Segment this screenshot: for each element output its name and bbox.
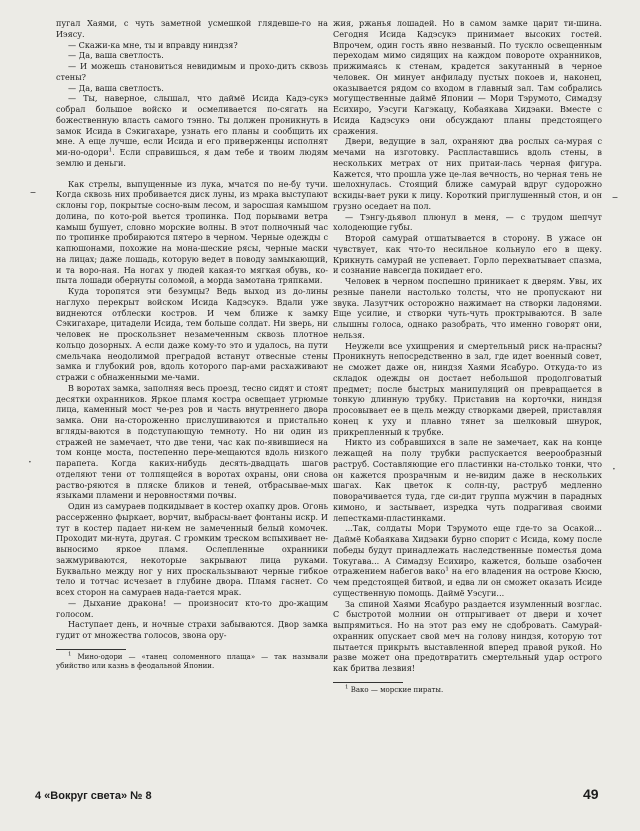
paragraph: жия, ржанья лошадей. Но в самом замке царит ти-шина. Сегодня Исида Кадэсукэ принимает высоких гостей. Впрочем, один гость явно незваный. По тускло освещенным переходам мимо сидящих на каждом повороте охранников, прижимаясь к стенам, крадется закутанный в черное человек. Он минует анфиладу пустых покоев и, наконец, оказывается рядом со входом в главный зал. Там собрались могущественные даймё Японии — Мори Тэрумото, Симадзу Есихиро, Уэсуги Кагэкацу, Кобаякава Хидэаки. Вместе с Исида Кадэсукэ они обсуждают планы предстоящего сражения.: [333, 18, 602, 136]
paragraph: Куда торопятся эти безумцы? Ведь выход из до-лины наглухо перекрыт войском Исида Кадэсукэ. Вдали уже виднеются отблески костров. И чем ближе к замку Сэкигахаре, цитадели Исида, тем больше солдат. Ни зверь, ни человек не проскользнет незамеченным сквозь плотное кольцо дозорных. А если даже кому-то это и удалось, на пути смельчака неодолимой преградой встанут отвесные стены замка и глубокий ров, вдоль которого пар-ами расхаживают стражи с обнаженными ме-чами.: [56, 286, 328, 382]
paragraph: Наступает день, и ночные страхи забываются. Двор замка гудит от множества голосов, звона ору-: [56, 619, 328, 640]
footnote-marker: 1: [445, 566, 449, 573]
paragraph-text: ...Так, солдаты Мори Тэрумото еще где-то за Осакой... Даймё Кобаякава Хидэаки бурно спорит с Исида, кому после победы будут принадлежать наследственные поместья дома Токугава... А Симадзу Есихиро, кажется, больше озабочен отражением набегов вако: [333, 523, 602, 577]
paragraph: — И можешь становиться невидимым и прохо-дить сквозь стены?: [56, 61, 328, 82]
paragraph: [333, 523, 602, 598]
paragraph-text: . Если справишься, я дам тебе и твоим людям землю и деньги.: [56, 147, 328, 168]
paragraph: За спиной Хаями Ясабуро раздается изумленный возглас. С быстротой молнии он отпрыгивает от двери и хочет выпрямиться. Но на этот раз ему не сдобровать. Самурай-охранник опускает свой меч на голову ниндзя, которую тот пытается прикрыть выставленной вперед правой рукой. Но разве может она предотвратить смертельный удар острого как бритва лезвия!: [333, 598, 602, 673]
paragraph: Двери, ведущие в зал, охраняют два рослых са-мурая с мечами на изготовку. Распластавшись вдоль стены, в нескольких метрах от них притаи-лась черная фигура. Кажется, что прошла уже це-лая вечность, но черная тень не шелохнулась. Стоящий ближе самурай вдруг судорожно вскиды-вает руки к лицу. Короткий приглушенный стон, и он грузно оседает на пол.: [333, 136, 602, 211]
margin-mark-icon: –: [30, 185, 36, 199]
margin-mark-icon: –: [612, 190, 618, 204]
paragraph: Неужели все ухищрения и смертельный риск на-прасны? Проникнуть непосредственно в зал, где идет военный совет, не сможет даже он, ниндзя Хаями Ясабуро. Откуда-то из складок одежды он достает небольшой продолговатый предмет; после быстрых манипуляций он превращается в тонкую длинную трубку. Приставив на корточки, ниндзя просовывает ее в щель между створками дверей, приставляя конец к уху и плавно тянет за шелковый шнурок, прикрепленный к трубке.: [333, 340, 602, 437]
paragraph: — Дыхание дракона! — произносит кто-то дро-жащим голосом.: [56, 597, 328, 619]
left-column: [56, 18, 328, 671]
footnote: [333, 686, 602, 695]
paragraph-text: — Ты, наверное, слышал, что даймё Исида Кадэ-сукэ собрал большое войско и осмеливается по-сягать на божественную власть самого тэнно. Ты должен проникнуть в замок Исида в Сэкигахаре, узнать его планы и сообщить их мне. А еще лучше, если Исида и его приверженцы исполнят ми-но-одори: [56, 93, 328, 157]
right-column: [333, 18, 602, 695]
paragraph: — Да, ваша светлость.: [68, 50, 164, 61]
footnote-divider: [333, 682, 403, 683]
magazine-issue-footer: 4 «Вокруг света» № 8: [35, 790, 152, 802]
paragraph: [56, 93, 328, 168]
footnote: [56, 653, 328, 671]
paragraph: Второй самурай отшатывается в сторону. В ужасе он чувствует, как что-то несильное кольнуло его в щеку. Крикнуть самурай не успевает. Горло перехватывает спазма, и сознание навсегда покидает его.: [333, 233, 602, 276]
footnote-marker: 1: [68, 651, 72, 658]
paragraph: — Скажи-ка мне, ты и вправду ниндзя?: [68, 39, 238, 50]
footnote-marker: 1: [108, 147, 113, 154]
paragraph: Один из самураев подкидывает в костер охапку дров. Огонь рассерженно фыркает, ворчит, выбрасы-вает фонтаны искр. И тут в костер падает ни-кем не замеченный белый комочек. Проходит ми-нута, другая. С громким треском вспыхивает не-выносимо яркое пламя. Ослепленные охранники зажмуриваются, некоторые закрывают лица руками. Буквально между ног у них проскальзывают черные гибкое тело и тотчас исчезает в глубине двора. Пламя гаснет. Со всех сторон на самураев нада-гается мрак.: [56, 501, 328, 597]
paragraph: Человек в черном поспешно приникает к дверям. Увы, их резные панели настолько толсты, что не пропускают ни звука. Лазутчик осторожно нажимает на створки ладонями. Еще усилие, и створки чуть-чуть проктрываются. В зале слышны голоса, однако разобрать, что именно говорят они, нельзя.: [333, 276, 602, 340]
page-number: 49: [583, 786, 599, 802]
footnote-divider: [56, 649, 126, 650]
paragraph: — Тэнгу-дьявол плюнул в меня, — с трудом шепчут холодеющие губы.: [333, 211, 602, 233]
paragraph: Как стрелы, выпущенные из лука, мчатся по не-бу тучи. Когда сквозь них пробивается диск луны, из мрака выступают склоны гор, покрытые сосно-вым лесом, и заросшая камышом долина, по кото-рой вьется тропинка. Под порывами ветра камыш бушует, словно морские волны. В этот полночный час по тропинке пробираются пятеро в черном. Черные одежды с капюшонами, похожие на мона-шеские рясы, черные маски на лицах; даже лошадь, которую ведет в поводу замыкающий, и та воро-ная. На ногах у людей какая-то мягкая обувь, ко-пыта лошади обернуты соломой, а морда замотана тряпками.: [56, 178, 328, 286]
paragraph: Никто из собравшихся в зале не замечает, как на конце лежащей на полу трубки распускается веерообразный раструб. Составляющие его пластинки на-столько тонки, что он кажется прозрачным и не-видим даже в нескольких шагах. Как цветок к солн-цу, раструб медленно поворачивается туда, где си-дит группа мужчин в парадных кимоно, и застывает, изредка чуть подрагивая своими лепестками-пластинками.: [333, 437, 602, 523]
footnote-text: Вако — морские пираты.: [350, 685, 444, 694]
margin-mark-icon: ·: [28, 455, 32, 469]
paragraph-text: на его владения на острове Кюсю, чем предстоящей битвой, и едва ли он сможет оказать Исиде существенную помощь. Даймё Уэсуги...: [333, 566, 603, 598]
footnote-text: Мино-одори — «танец соломенного плаща» — так называли убийство или казнь в феодальной Японии.: [56, 652, 328, 670]
paragraph: — Да, ваша светлость.: [68, 82, 164, 93]
paragraph: В воротах замка, заполняя весь проезд, тесно сидят и стоят десятки охранников. Яркое пламя костра освещает угрюмые лица, каменный мост че-рез ров и часть внутреннего двора замка. Они на-стороженно прислушиваются и пристально вгляды-ваются в подступающую темноту. Но ни один из стражей не замечает, что две тени, час как по-явившиеся на том конце моста, постепенно пере-мещаются вдоль низкого парапета. Когда каких-нибудь десять-двадцать шагов отделяют тени от толпящейся в воротах охраны, они снова раство-ряются в пляске бликов и теней, отбрасывае-мых языками пламени и неровностями почвы.: [56, 382, 328, 501]
footnote-marker: 1: [345, 684, 349, 691]
paragraph: пугал Хаями, с чуть заметной усмешкой глядевше-го на Иэясу.: [56, 18, 328, 39]
margin-mark-icon: ·: [612, 462, 616, 476]
